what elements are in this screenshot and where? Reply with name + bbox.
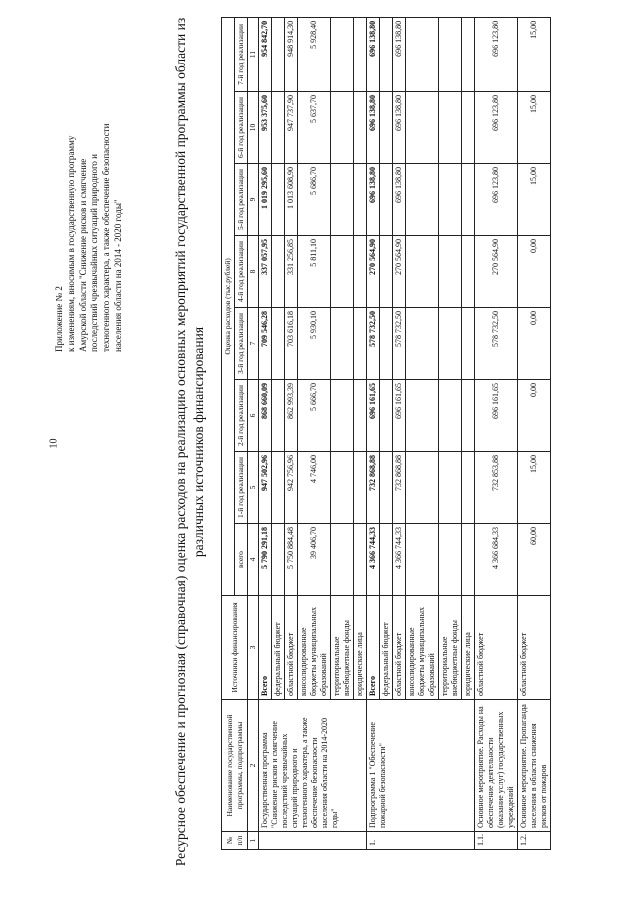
total-value (439, 524, 462, 596)
appendix-line: населения области на 2014 - 2020 годы" (112, 199, 123, 352)
total-value (272, 524, 285, 596)
header-year: 6-й год реализации (235, 92, 248, 164)
year-value (462, 380, 475, 452)
year-value: 0,00 (518, 380, 551, 452)
year-value (462, 164, 475, 236)
year-value (272, 452, 285, 524)
year-value: 696 123,80 (475, 164, 518, 236)
header-year: 7-й год реализации (235, 17, 248, 91)
year-value: 5 811,10 (298, 236, 331, 308)
year-value (331, 452, 354, 524)
year-value (354, 17, 367, 91)
funding-source: юридические лица (462, 596, 475, 700)
year-value: 5 928,40 (298, 17, 331, 91)
year-value (406, 236, 439, 308)
year-value (439, 236, 462, 308)
table-row (259, 17, 272, 849)
year-value (354, 380, 367, 452)
year-value: 732 853,88 (475, 452, 518, 524)
row-number (259, 832, 367, 850)
year-value (272, 308, 285, 380)
total-value: 4 366 744,33 (367, 524, 380, 596)
header-year: 4-й год реализации (235, 236, 248, 308)
year-value (406, 164, 439, 236)
year-value: 0,00 (518, 236, 551, 308)
total-value (406, 524, 439, 596)
header-year: 5-й год реализации (235, 164, 248, 236)
total-value (331, 524, 354, 596)
year-value (272, 164, 285, 236)
year-value: 5 686,70 (298, 164, 331, 236)
year-value: 696 138,80 (393, 92, 406, 164)
year-value (354, 92, 367, 164)
year-value: 732 868,88 (393, 452, 406, 524)
year-value: 270 564,90 (367, 236, 380, 308)
year-value (406, 308, 439, 380)
program-name: Подпрограмма 1 "Обеспечение пожарной безопасности" (367, 700, 475, 832)
year-value (331, 17, 354, 91)
year-value: 953 375,60 (259, 92, 272, 164)
year-value: 5 666,70 (298, 380, 331, 452)
year-value (272, 380, 285, 452)
program-name: Государственная программа "Снижение рисков и смягчение последствий чрезвычайных ситуаций природного и техногенного характера, а также обеспечение безопасности населения области на 2014-2020 годы" (259, 700, 367, 832)
year-value: 942 756,96 (285, 452, 298, 524)
year-value: 696 138,80 (393, 164, 406, 236)
header-year: 3-й год реализации (235, 308, 248, 380)
year-value (331, 92, 354, 164)
year-value: 947 502,96 (259, 452, 272, 524)
funding-source: Всего (367, 596, 380, 700)
year-value (462, 92, 475, 164)
header-num: № п/п (222, 832, 248, 850)
table-row (475, 17, 518, 849)
year-value: 578 732,50 (393, 308, 406, 380)
year-value (272, 17, 285, 91)
year-value: 5 637,70 (298, 92, 331, 164)
year-value (272, 236, 285, 308)
year-value (439, 17, 462, 91)
page-number: 10 (48, 438, 60, 449)
year-value: 862 993,39 (285, 380, 298, 452)
funding-source: областной бюджет (475, 596, 518, 700)
program-name: Основное мероприятие. Расходы на обеспечение деятельности (оказание услуг) государственных учреждений (475, 700, 518, 832)
appendix-note (54, 16, 125, 352)
year-value: 696 161,65 (367, 380, 380, 452)
funding-source: областной бюджет (518, 596, 551, 700)
year-value (380, 452, 393, 524)
funding-source: юридические лица (354, 596, 367, 700)
year-value: 947 737,90 (285, 92, 298, 164)
year-value: 868 660,09 (259, 380, 272, 452)
year-value: 337 057,95 (259, 236, 272, 308)
column-index: 5 (248, 452, 259, 524)
appendix-line: последствий чрезвычайных ситуаций природного и (89, 154, 100, 352)
total-value (354, 524, 367, 596)
year-value (406, 92, 439, 164)
funding-source: областной бюджет (393, 596, 406, 700)
year-value (462, 236, 475, 308)
year-value (439, 164, 462, 236)
funding-source: Всего (259, 596, 272, 700)
year-value (331, 236, 354, 308)
document-title (172, 12, 208, 872)
year-value: 948 914,30 (285, 17, 298, 91)
header-year: 2-й год реализации (235, 380, 248, 452)
row-number: 1.2. (518, 832, 551, 850)
funding-source: территориальные внебюджетные фонды (331, 596, 354, 700)
year-value: 15,00 (518, 17, 551, 91)
year-value (462, 452, 475, 524)
year-value (354, 236, 367, 308)
year-value (406, 452, 439, 524)
header-source: Источники финансирования (222, 596, 248, 700)
total-value: 5 790 291,18 (259, 524, 272, 596)
funding-source: консолидированные бюджеты муниципальных образований (406, 596, 439, 700)
title-line-1: Ресурсное обеспечение и прогнозная (справочная) оценка расходов на реализацию основных мероприятий государственной программы области из (173, 17, 188, 867)
appendix-line: техногенного характера, а также обеспечение безопасности (101, 123, 112, 352)
year-value (380, 236, 393, 308)
year-value (331, 380, 354, 452)
year-value: 578 732,50 (475, 308, 518, 380)
year-value: 270 564,90 (393, 236, 406, 308)
appendix-line: к изменениям, вносимым в государственную программу (65, 135, 76, 352)
funding-source: федеральный бюджет (380, 596, 393, 700)
year-value: 696 123,80 (475, 17, 518, 91)
year-value: 696 138,80 (367, 17, 380, 91)
rotated-page (20, 2, 620, 882)
total-value: 39 406,70 (298, 524, 331, 596)
header-year: 1-й год реализации (235, 452, 248, 524)
year-value (380, 380, 393, 452)
year-value: 696 138,80 (367, 92, 380, 164)
year-value (380, 92, 393, 164)
column-index: 11 (248, 17, 259, 91)
year-value: 331 256,85 (285, 236, 298, 308)
year-value: 954 842,70 (259, 17, 272, 91)
column-index: 9 (248, 164, 259, 236)
header-estimate: Оценка расходов (тыс.рублей) (222, 17, 235, 595)
year-value (439, 92, 462, 164)
year-value: 703 616,18 (285, 308, 298, 380)
year-value (380, 164, 393, 236)
year-value (439, 380, 462, 452)
year-value: 732 868,88 (367, 452, 380, 524)
column-index: 6 (248, 380, 259, 452)
year-value: 270 564,90 (475, 236, 518, 308)
year-value (439, 452, 462, 524)
funding-source: областной бюджет (285, 596, 298, 700)
funding-source: консолидированные бюджеты муниципальных образований (298, 596, 331, 700)
column-index: 7 (248, 308, 259, 380)
funding-source: территориальные внебюджетные фонды (439, 596, 462, 700)
column-index: 10 (248, 92, 259, 164)
year-value: 0,00 (518, 308, 551, 380)
row-number: 1.1. (475, 832, 518, 850)
year-value: 578 732,50 (367, 308, 380, 380)
year-value: 1 013 608,90 (285, 164, 298, 236)
funding-source: федеральный бюджет (272, 596, 285, 700)
year-value: 696 138,80 (393, 17, 406, 91)
appendix-line: Приложение № 2 (54, 286, 64, 352)
column-index-row (248, 17, 259, 849)
total-value: 60,00 (518, 524, 551, 596)
total-value (462, 524, 475, 596)
header-name: Наименование государственной программы, подпрограммы (222, 700, 248, 832)
year-value (354, 164, 367, 236)
year-value: 15,00 (518, 92, 551, 164)
year-value (406, 380, 439, 452)
program-name: Основное мероприятие. Пропаганда населения в области снижения рисков от пожаров (518, 700, 551, 832)
column-index: 1 (248, 832, 259, 850)
table-body (259, 17, 551, 849)
year-value (272, 92, 285, 164)
total-value: 4 366 744,33 (393, 524, 406, 596)
year-value (462, 17, 475, 91)
column-index: 3 (248, 596, 259, 700)
total-value: 5 750 884,48 (285, 524, 298, 596)
row-number: 1. (367, 832, 475, 850)
column-index: 8 (248, 236, 259, 308)
table-row (518, 17, 551, 849)
title-line-2: различных источников финансирования (191, 326, 206, 558)
year-value (439, 308, 462, 380)
year-value: 1 019 295,60 (259, 164, 272, 236)
resource-table (221, 17, 551, 850)
year-value (331, 164, 354, 236)
year-value (354, 452, 367, 524)
year-value: 709 546,28 (259, 308, 272, 380)
year-value: 696 161,65 (475, 380, 518, 452)
year-value: 696 138,80 (367, 164, 380, 236)
year-value (406, 17, 439, 91)
total-value: 4 366 684,33 (475, 524, 518, 596)
year-value: 4 746,00 (298, 452, 331, 524)
column-index: 4 (248, 524, 259, 596)
year-value: 15,00 (518, 452, 551, 524)
table-row (367, 17, 380, 849)
year-value: 15,00 (518, 164, 551, 236)
column-index: 2 (248, 700, 259, 832)
year-value (354, 308, 367, 380)
year-value (380, 17, 393, 91)
year-value (462, 308, 475, 380)
appendix-line: Амурской области "Снижение рисков и смягчение (77, 158, 88, 352)
total-value (380, 524, 393, 596)
header-total: всего (235, 524, 248, 596)
year-value: 696 161,65 (393, 380, 406, 452)
year-value (331, 308, 354, 380)
year-value (380, 308, 393, 380)
year-value: 696 123,80 (475, 92, 518, 164)
year-value: 5 930,10 (298, 308, 331, 380)
